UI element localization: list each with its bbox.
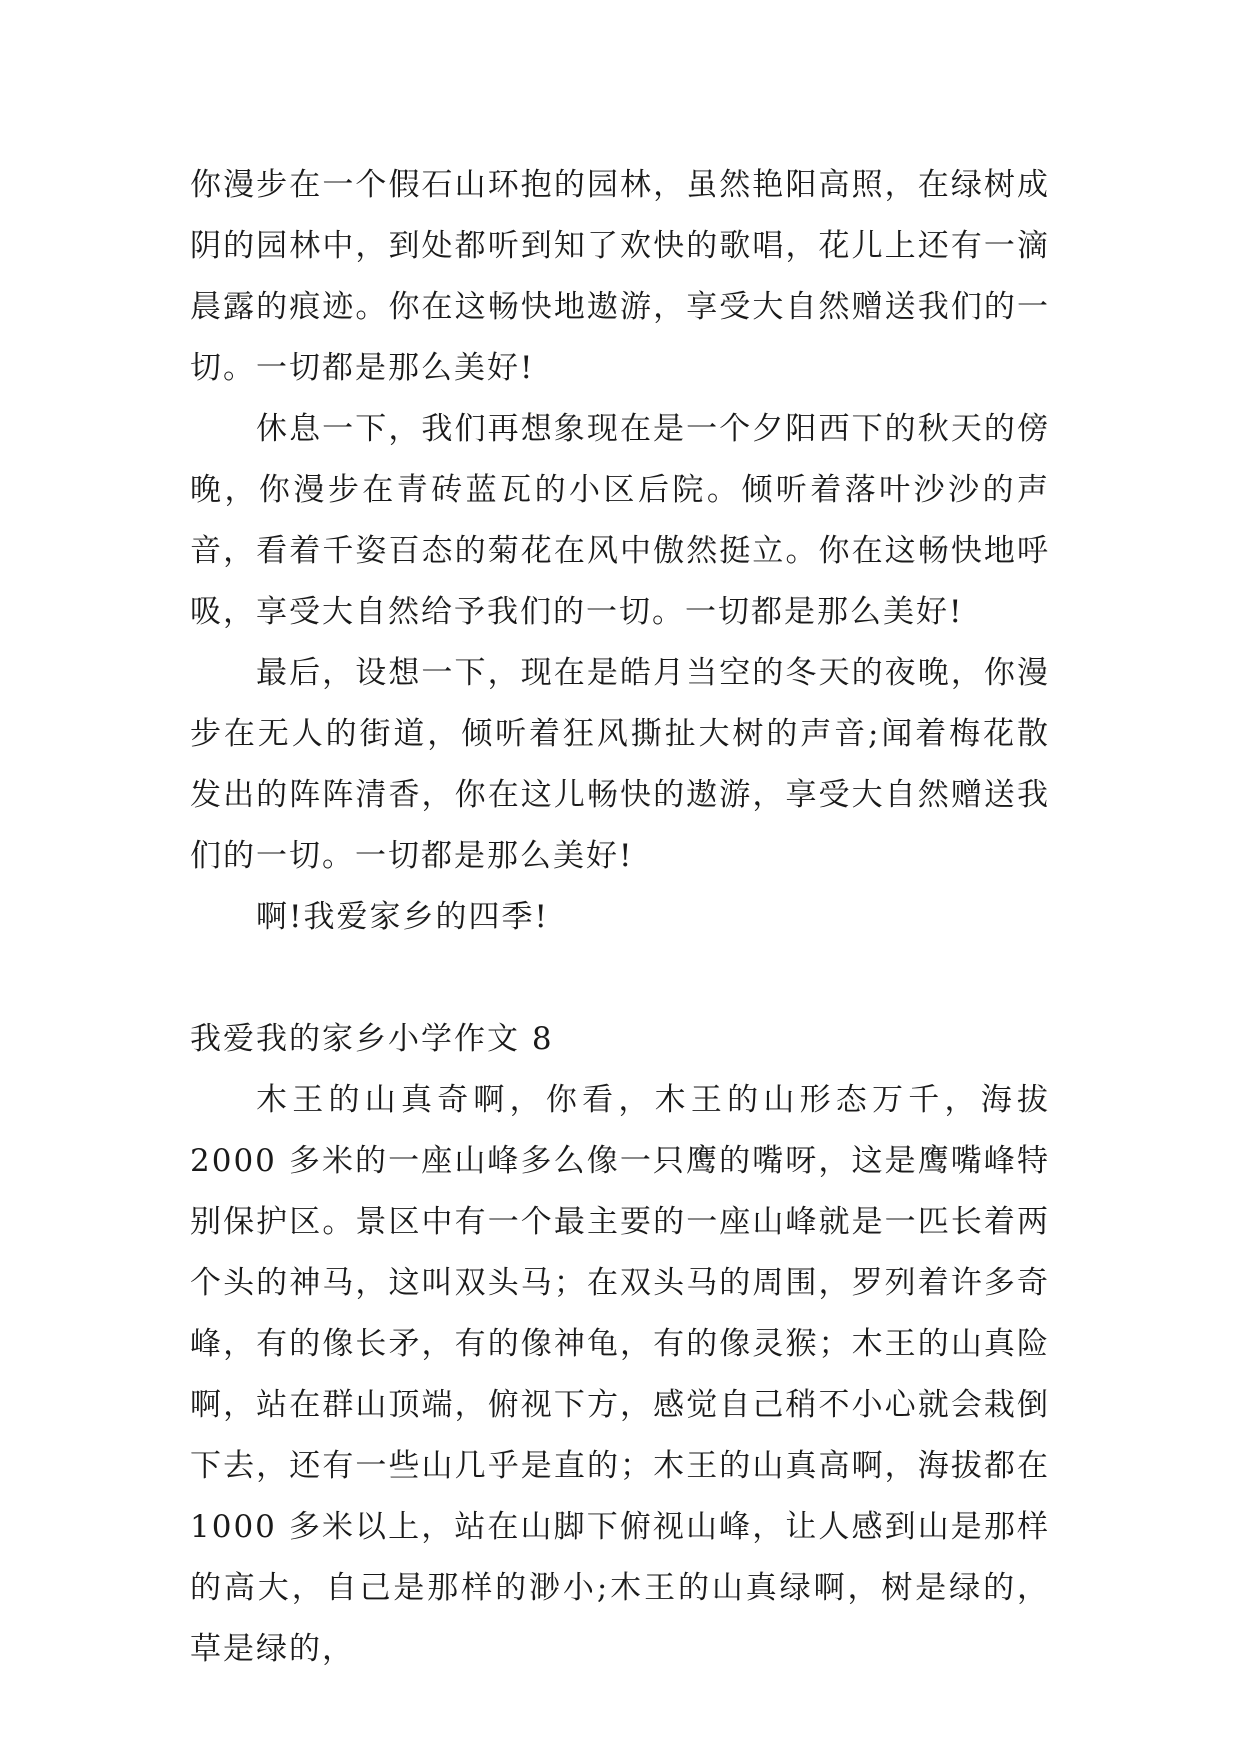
section-body: 木王的山真奇啊，你看，木王的山形态万千，海拔 2000 多米的一座山峰多么像一只鹰的嘴呀，这是鹰嘴峰特别保护区。景区中有一个最主要的一座山峰就是一匹长着两个头的神马，这叫双头马；在双头马的周围，罗列着许多奇峰，有的像长矛，有的像神龟，有的像灵猴；木王的山真险啊，站在群山顶端，俯视下方，感觉自己稍不小心就会栽倒下去，还有一些山几乎是直的；木王的山真高啊，海拔都在 1000 多米以上，站在山脚下俯视山峰，让人感到山是那样的高大，自己是那样的渺小;木王的山真绿啊，树是绿的，草是绿的， xyxy=(190,1082,1050,1667)
paragraph-winter: 最后，设想一下，现在是皓月当空的冬天的夜晚，你漫步在无人的街道，倾听着狂风撕扯大树的声音;闻着梅花散发出的阵阵清香，你在这儿畅快的遨游，享受大自然赠送我们的一切。一切都是那么美好! xyxy=(190,655,1050,874)
paragraph-autumn: 休息一下，我们再想象现在是一个夕阳西下的秋天的傍晚，你漫步在青砖蓝瓦的小区后院。倾听着落叶沙沙的声音，看着千姿百态的菊花在风中傲然挺立。你在这畅快地呼吸，享受大自然给予我们的一切。一切都是那么美好! xyxy=(190,411,1050,630)
paragraph-closing: 啊!我爱家乡的四季! xyxy=(256,899,549,935)
section-title: 我爱我的家乡小学作文 8 xyxy=(190,1021,554,1057)
paragraph-continued: 你漫步在一个假石山环抱的园林，虽然艳阳高照，在绿树成阴的园林中，到处都听到知了欢快的歌唱，花儿上还有一滴晨露的痕迹。你在这畅快地遨游，享受大自然赠送我们的一切。一切都是那么美好! xyxy=(190,167,1050,386)
document-body xyxy=(190,155,1050,1680)
